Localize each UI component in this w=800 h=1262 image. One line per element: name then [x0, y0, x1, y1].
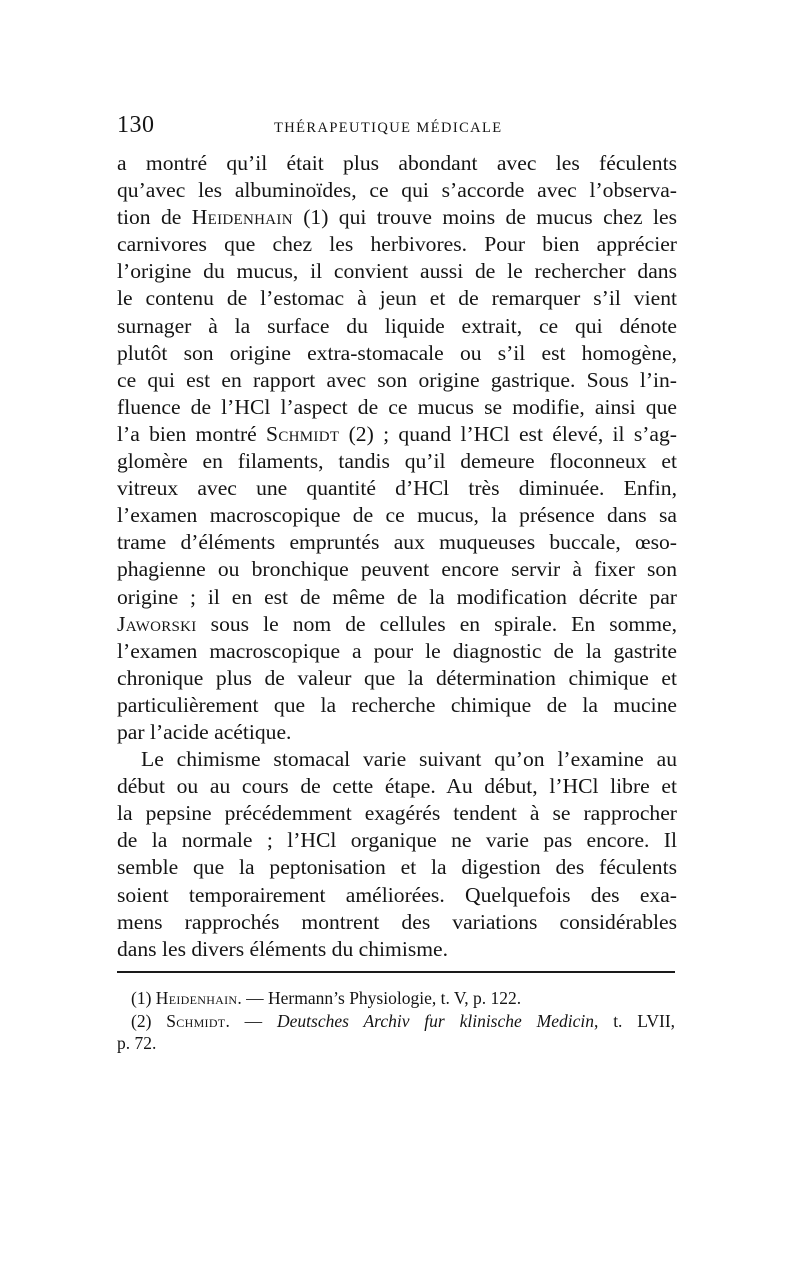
- text-line: phagienne ou bronchique peuvent encore servir à fixer son: [117, 557, 677, 582]
- text-line: par l’acide acétique.: [117, 719, 292, 744]
- text-line: l’examen macroscopique a pour le diagnostic de la gastrite: [117, 638, 677, 663]
- text-line: l’origine du mucus, il convient aussi de le rechercher dans: [117, 259, 677, 284]
- footnote-author: Schmidt: [166, 1010, 226, 1031]
- page-number: 130: [117, 112, 155, 138]
- text-line: dans les divers éléments du chimisme.: [117, 936, 449, 961]
- text-line: qu’avec les albuminoïdes, ce qui s’accorde avec l’observa-: [117, 178, 677, 203]
- author-name: Schmidt: [266, 421, 340, 446]
- text-line: particulièrement que la recherche chimique de la mucine: [117, 692, 677, 717]
- text-line: glomère en filaments, tandis qu’il demeure floconneux et: [117, 449, 677, 474]
- text-line: le contenu de l’estomac à jeun et de remarquer s’il vient: [117, 286, 677, 311]
- text-line: ce qui est en rapport avec son origine gastrique. Sous l’in-: [117, 367, 677, 392]
- text-line: carnivores que chez les herbivores. Pour bien apprécier: [117, 232, 677, 257]
- text-line: trame d’éléments empruntés aux muqueuses buccale, œso-: [117, 530, 677, 555]
- text-line: fluence de l’HCl l’aspect de ce mucus se modifie, ainsi que: [117, 394, 677, 419]
- footnote-rule: [117, 971, 675, 973]
- text-line: vitreux avec une quantité d’HCl très diminuée. Enfin,: [117, 476, 677, 501]
- text-line: a montré qu’il était plus abondant avec les féculents: [117, 151, 677, 175]
- body-text: [117, 150, 677, 963]
- footnote-2-continuation: p. 72.: [117, 1033, 157, 1053]
- author-name: Heidenhain: [191, 205, 293, 230]
- text-line: soient temporairement améliorées. Quelquefois des exa-: [117, 882, 677, 907]
- footnotes: [117, 987, 675, 1055]
- text-line: de la normale ; l’HCl organique ne varie pas encore. Il: [117, 828, 677, 853]
- footnote-2: (2) Schmidt. — Deutsches Archiv fur klinische Medicin, t. LVII,: [131, 1010, 676, 1031]
- text-line: la pepsine précédemment exagérés tendent à se rapprocher: [117, 801, 677, 826]
- text-line: début ou au cours de cette étape. Au début, l’HCl libre et: [117, 774, 677, 799]
- text-line: l’examen macroscopique de ce mucus, la présence dans sa: [117, 503, 677, 528]
- text-line: origine ; il en est de même de la modification décrite par: [117, 584, 677, 609]
- text-line: l’a bien montré Schmidt (2) ; quand l’HCl est élevé, il s’ag-: [117, 421, 677, 446]
- text-line: chronique plus de valeur que la détermination chimique et: [117, 665, 677, 690]
- author-name: Jaworski: [117, 611, 197, 636]
- footnote-1: (1) Heidenhain. — Hermann’s Physiologie, t. V, p. 122.: [131, 988, 522, 1008]
- text-line: semble que la peptonisation et la digestion des féculents: [117, 855, 677, 880]
- text-line: surnager à la surface du liquide extrait, ce qui dénote: [117, 313, 677, 338]
- text-line: mens rapprochés montrent des variations considérables: [117, 909, 677, 934]
- text-line: Le chimisme stomacal varie suivant qu’on l’examine au: [141, 747, 677, 772]
- text-line: plutôt son origine extra-stomacale ou s’il est homogène,: [117, 340, 677, 365]
- footnote-author: Heidenhain: [155, 988, 238, 1008]
- text-line: tion de Heidenhain (1) qui trouve moins de mucus chez les: [117, 205, 677, 230]
- running-head: [117, 112, 677, 142]
- running-title: THÉRAPEUTIQUE MÉDICALE: [274, 120, 503, 136]
- footnote-journal-title: Deutsches Archiv fur klinische Medicin: [277, 1010, 594, 1031]
- text-line: Jaworski sous le nom de cellules en spirale. En somme,: [117, 611, 677, 636]
